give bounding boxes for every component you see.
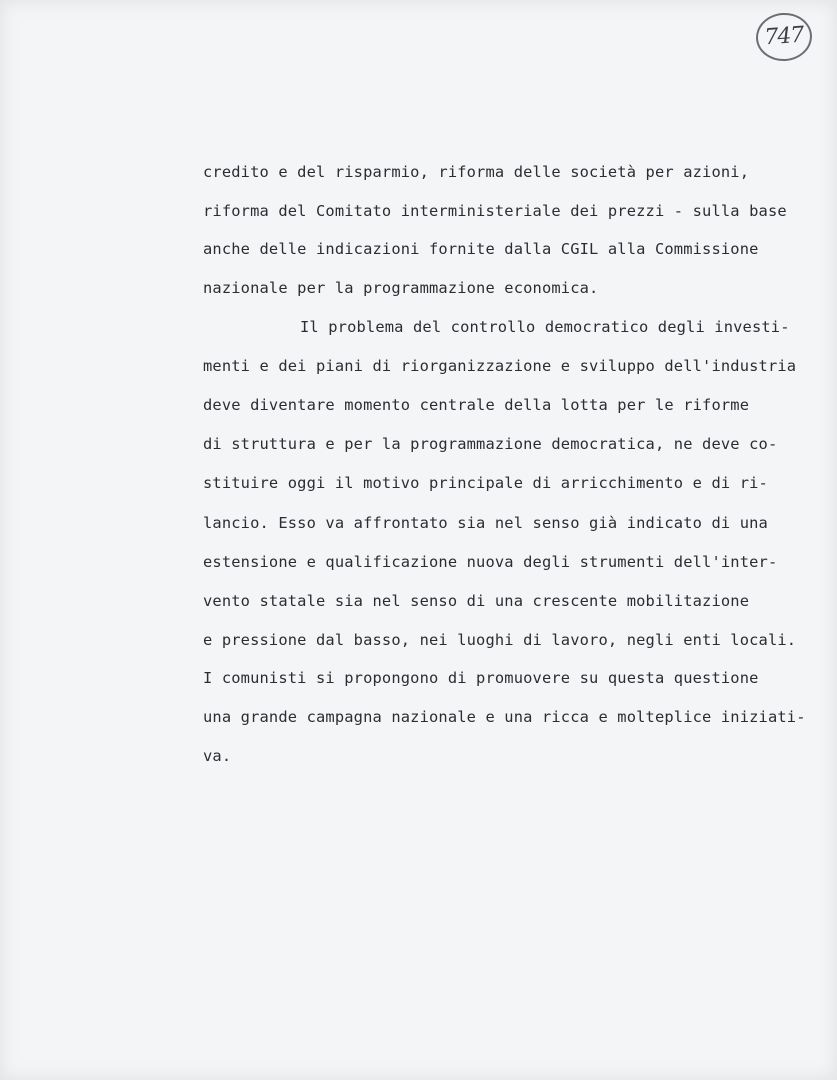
- text-line: di struttura e per la programmazione democratica, ne deve co-: [203, 435, 778, 453]
- text-line: stituire oggi il motivo principale di arricchimento e di ri-: [203, 474, 768, 492]
- text-line: nazionale per la programmazione economica.: [203, 279, 599, 297]
- text-line: menti e dei piani di riorganizzazione e sviluppo dell'industria: [203, 357, 797, 375]
- text-line: vento statale sia nel senso di una crescente mobilitazione: [203, 592, 750, 610]
- text-line: va.: [203, 747, 232, 765]
- text-line: I comunisti si propongono di promuovere su questa questione: [203, 669, 759, 687]
- text-line: riforma del Comitato interministeriale dei prezzi - sulla base: [203, 202, 787, 220]
- text-line: Il problema del controllo democratico degli investi-: [300, 318, 790, 336]
- text-line: anche delle indicazioni fornite dalla CGIL alla Commissione: [203, 240, 759, 258]
- text-line: deve diventare momento centrale della lotta per le riforme: [203, 396, 750, 414]
- text-line: credito e del risparmio, riforma delle società per azioni,: [203, 163, 750, 181]
- handwritten-page-number: 747: [754, 11, 813, 63]
- text-line: lancio. Esso va affrontato sia nel senso già indicato di una: [203, 514, 768, 532]
- text-line: estensione e qualificazione nuova degli strumenti dell'inter-: [203, 553, 778, 571]
- text-line: e pressione dal basso, nei luoghi di lavoro, negli enti locali.: [203, 631, 797, 649]
- text-line: una grande campagna nazionale e una ricca e molteplice iniziati-: [203, 708, 806, 726]
